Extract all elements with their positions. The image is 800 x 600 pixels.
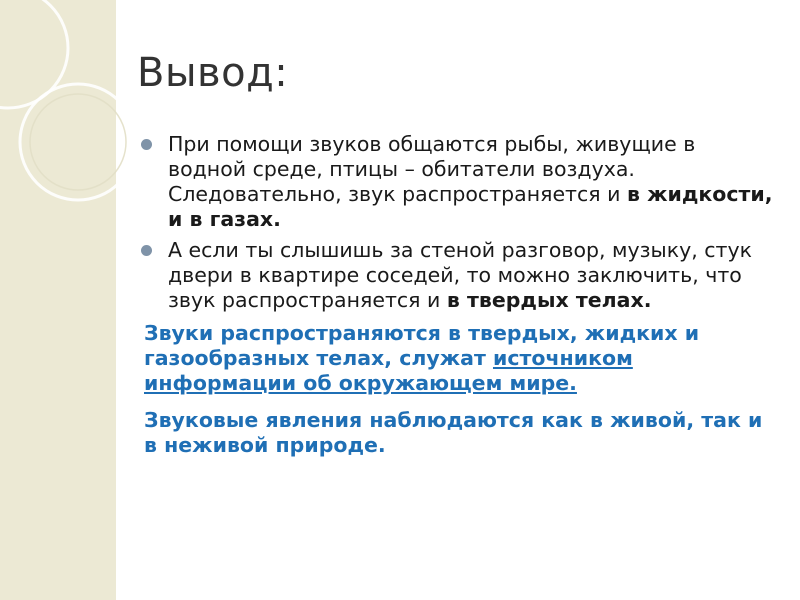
slide-title: Вывод: [137, 50, 289, 96]
bullet-text: А если ты слышишь за стеной разговор, музыку, стук двери в квартире соседей, то можно заключить, что звук распространяется и [168, 238, 753, 312]
conclusion-paragraph-2: Звуковые явления наблюдаются как в живой, так и в неживой природе. [144, 408, 763, 457]
bullet-bold-text: в жидкости, и в газах. [168, 182, 773, 231]
slide-content [137, 132, 777, 458]
conclusion-paragraph-1 [137, 321, 777, 396]
bullet-item [137, 132, 777, 232]
bullet-text: При помощи звуков общаются рыбы, живущие в водной среде, птицы – обитатели воздуха. Следовательно, звук распространяется и [168, 132, 696, 206]
conclusion-text: Звуки распространяются в твердых, жидких и газообразных телах, служат [144, 321, 700, 370]
decorative-circles-icon [0, 0, 140, 260]
bullet-dot-icon [141, 245, 152, 256]
conclusion-underlined-text: источником информации об окружающем мире. [144, 346, 633, 395]
bullet-dot-icon [141, 139, 152, 150]
bullet-item [137, 238, 777, 313]
bullet-bold-text: в твердых телах. [446, 288, 652, 312]
